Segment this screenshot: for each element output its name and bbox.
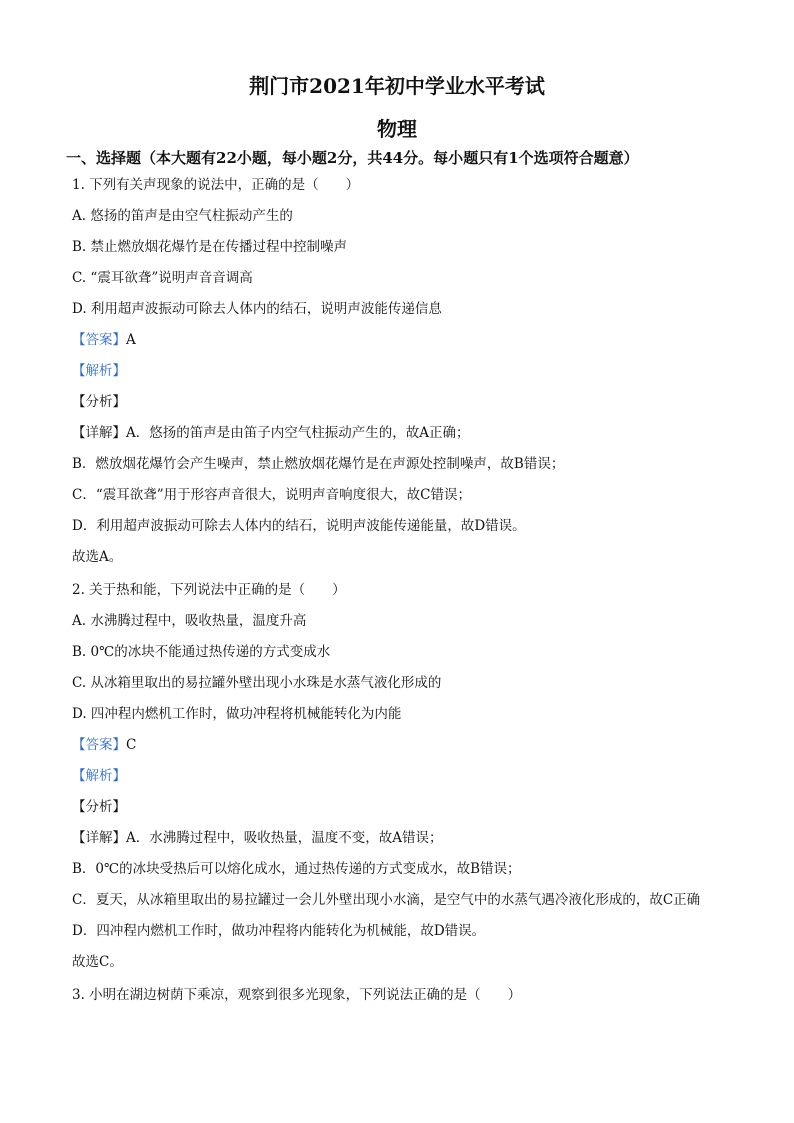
q2-fenxi-tag: 【分析】 [72,799,126,815]
q1-stem: 1. 下列有关声现象的说法中，正确的是（ ） [72,177,360,193]
q1-detail-a: 【详解】A．悠扬的笛声是由笛子内空气柱振动产生的，故A正确； [72,425,470,441]
q1-detail-c: C．“震耳欲聋”用于形容声音很大，说明声音响度很大，故C错误； [72,487,471,503]
q2-option-b: B. 0℃的冰块不能通过热传递的方式变成水 [72,644,331,660]
q2-detail-d: D．四冲程内燃机工作时，做功冲程将内能转化为机械能，故D错误。 [72,923,486,939]
q1-answer [72,330,136,350]
q3-stem: 3. 小明在湖边树荫下乘凉，观察到很多光现象，下列说法正确的是（ ） [72,987,522,1003]
q1-fenxi-tag: 【分析】 [72,394,126,410]
answer-tag: 【答案】 [72,737,126,753]
q2-answer [72,735,136,755]
detail-tag: 【详解】 [72,425,126,441]
q2-stem: 2. 关于热和能，下列说法中正确的是（ ） [72,582,346,598]
q2-option-c: C. 从冰箱里取出的易拉罐外壁出现小水珠是水蒸气液化形成的 [72,675,442,691]
section-heading: 一、选择题（本大题有22小题，每小题2分，共44分。每小题只有1个选项符合题意） [66,149,639,167]
q2-conclusion: 故选C。 [72,954,123,970]
subject-title: 物理 [377,117,417,141]
detail-tag: 【详解】 [72,830,126,846]
q1-option-b: B. 禁止燃放烟花爆竹是在传播过程中控制噪声 [72,239,348,255]
q2-detail-b: B．0℃的冰块受热后可以熔化成水，通过热传递的方式变成水，故B错误； [72,861,521,877]
q1-conclusion: 故选A。 [72,549,123,565]
q1-detail-d: D．利用超声波振动可除去人体内的结石，说明声波能传递能量，故D错误。 [72,518,526,534]
q2-answer-value: C [126,737,137,753]
q2-analysis-tag: 【解析】 [72,768,126,784]
q2-detail-a: 【详解】A．水沸腾过程中，吸收热量，温度不变，故A错误； [72,830,443,846]
q1-option-a: A. 悠扬的笛声是由空气柱振动产生的 [72,208,293,224]
q1-detail-b: B．燃放烟花爆竹会产生噪声，禁止燃放烟花爆竹是在声源处控制噪声，故B错误； [72,456,565,472]
q1-option-c: C. “震耳欲聋”说明声音音调高 [72,270,253,286]
exam-title: 荆门市2021年初中学业水平考试 [249,74,545,98]
q1-analysis-tag: 【解析】 [72,363,126,379]
q1-answer-value: A [126,332,136,348]
q2-option-a: A. 水沸腾过程中，吸收热量，温度升高 [72,613,307,629]
q1-option-d: D. 利用超声波振动可除去人体内的结石，说明声波能传递信息 [72,301,442,317]
answer-tag: 【答案】 [72,332,126,348]
q2-option-d: D. 四冲程内燃机工作时，做功冲程将机械能转化为内能 [72,706,402,722]
q2-detail-c: C．夏天，从冰箱里取出的易拉罐过一会儿外壁出现小水滴，是空气中的水蒸气遇冷液化形成的，故C正确 [72,892,701,908]
